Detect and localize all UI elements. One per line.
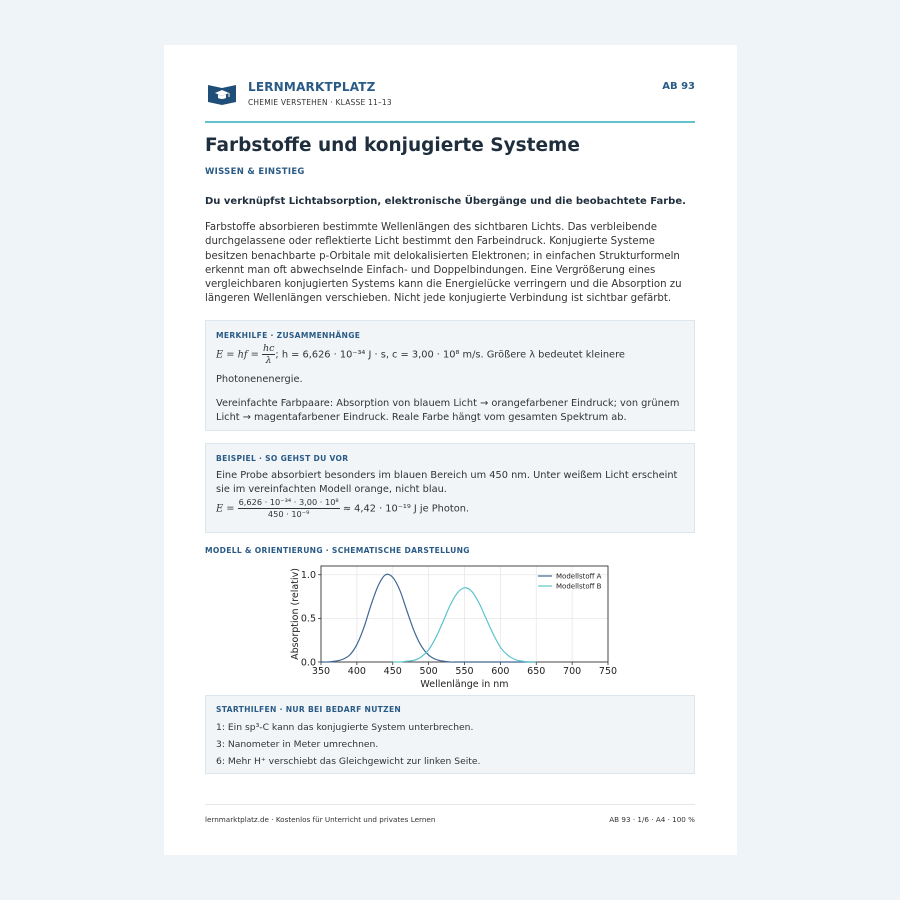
x-tick-label: 550 (455, 666, 474, 677)
formula-rest: ≈ 4,42 · 10⁻¹⁹ J je Photon. (339, 503, 470, 515)
y-axis-label: Absorption (relativ) (290, 568, 301, 660)
y-tick-label: 0.5 (300, 613, 316, 625)
x-axis-label: Wellenlänge in nm (420, 679, 509, 690)
formula-rest: ; h = 6,626 · 10⁻³⁴ J · s, c = 3,00 · 10⁸ m/s. Größere λ bedeutet kleinere (275, 349, 625, 361)
lead-sentence: Du verknüpfst Lichtabsorption, elektronische Übergänge und die beobachtete Farbe. (205, 196, 686, 207)
hint-item: 1: Ein sp³-C kann das konjugierte System unterbrechen. (216, 722, 474, 733)
y-tick-label: 0.0 (300, 657, 316, 669)
formula-fraction (238, 497, 340, 520)
worksheet-page (164, 45, 737, 855)
beispiel-label: BEISPIEL · SO GEHST DU VOR (216, 454, 349, 463)
merkhilfe-formula (216, 343, 686, 366)
formula-lhs: E = hf = (216, 349, 262, 361)
legend-label: Modellstoff B (556, 582, 602, 591)
beispiel-text: Eine Probe absorbiert besonders im blauen Bereich um 450 nm. Unter weißem Licht erscheint sie im vereinfachten Modell orange, nicht blau. (216, 470, 678, 495)
beispiel-box (205, 443, 695, 533)
brand-subtitle: CHEMIE VERSTEHEN · KLASSE 11–13 (248, 98, 392, 107)
beispiel-formula (216, 497, 686, 520)
brand-name: LERNMARKTPLATZ (248, 80, 376, 94)
x-tick-label: 500 (419, 666, 438, 677)
book-cap-icon (207, 82, 237, 106)
hint-item: 6: Mehr H⁺ verschiebt das Gleichgewicht zur linken Seite. (216, 756, 481, 767)
footer-divider (205, 804, 695, 805)
x-tick-label: 600 (491, 666, 510, 677)
starthilfen-box (205, 695, 695, 774)
x-tick-label: 350 (311, 666, 331, 677)
page-title: Farbstoffe und konjugierte Systeme (205, 135, 580, 156)
intro-paragraph: Farbstoffe absorbieren bestimmte Wellenlängen des sichtbaren Lichts. Das verbleibende durchgelassene oder reflektierte Licht bestimmt den Farbeindruck. Konjugierte Systeme besitzen benachbarte p-Orbitale mit delokalisierten Elektronen; in einfachen Strukturformeln erkennt man oft abwechselnde Einfach- und Doppelbindungen. Eine Vergrößerung eines vergleichbaren konjugierten Systems kann die Energielücke verringern und die Absorption zu längeren Wellenlängen verschieben. Nicht jede konjugierte Verbindung ist sichtbar gefärbt. (205, 222, 682, 305)
legend-label: Modellstoff A (556, 572, 602, 581)
merkhilfe-text: Vereinfachte Farbpaare: Absorption von blauem Licht → orangefarbener Eindruck; von grünem Licht → magentafarbener Eindruck. Reale Farbe hängt vom gesamten Spektrum ab. (216, 398, 680, 423)
sheet-number: AB 93 (662, 81, 695, 92)
fraction-numerator: hc (262, 343, 275, 354)
header-divider (205, 121, 695, 123)
page-header (205, 79, 695, 123)
footer-page-info: AB 93 · 1/6 · A4 · 100 % (609, 815, 695, 824)
section-kicker: WISSEN & EINSTIEG (205, 167, 305, 177)
hint-item: 3: Nanometer in Meter umrechnen. (216, 739, 379, 750)
fraction-denominator: λ (265, 355, 272, 366)
fraction-numerator: 6,626 · 10⁻³⁴ · 3,00 · 10⁸ (238, 497, 339, 507)
merkhilfe-label: MERKHILFE · ZUSAMMENHÄNGE (216, 331, 361, 340)
starthilfen-label: STARTHILFEN · NUR BEI BEDARF NUTZEN (216, 705, 402, 714)
footer-site: lernmarktplatz.de · Kostenlos für Unterricht und privates Lernen (205, 815, 436, 824)
modell-section-label: MODELL & ORIENTIERUNG · SCHEMATISCHE DARSTELLUNG (205, 546, 470, 555)
fraction-denominator: 450 · 10⁻⁹ (267, 509, 310, 519)
absorption-chart (280, 557, 620, 692)
x-tick-label: 650 (527, 666, 546, 677)
merkhilfe-formula-continuation: Photonenenergie. (216, 374, 303, 385)
y-tick-label: 1.0 (300, 570, 316, 582)
x-tick-label: 400 (347, 666, 366, 677)
x-tick-label: 750 (598, 666, 618, 677)
merkhilfe-box (205, 320, 695, 431)
formula-lhs: E = (216, 503, 238, 515)
x-tick-label: 700 (563, 666, 582, 677)
x-tick-label: 450 (383, 666, 402, 677)
formula-fraction (262, 343, 275, 366)
